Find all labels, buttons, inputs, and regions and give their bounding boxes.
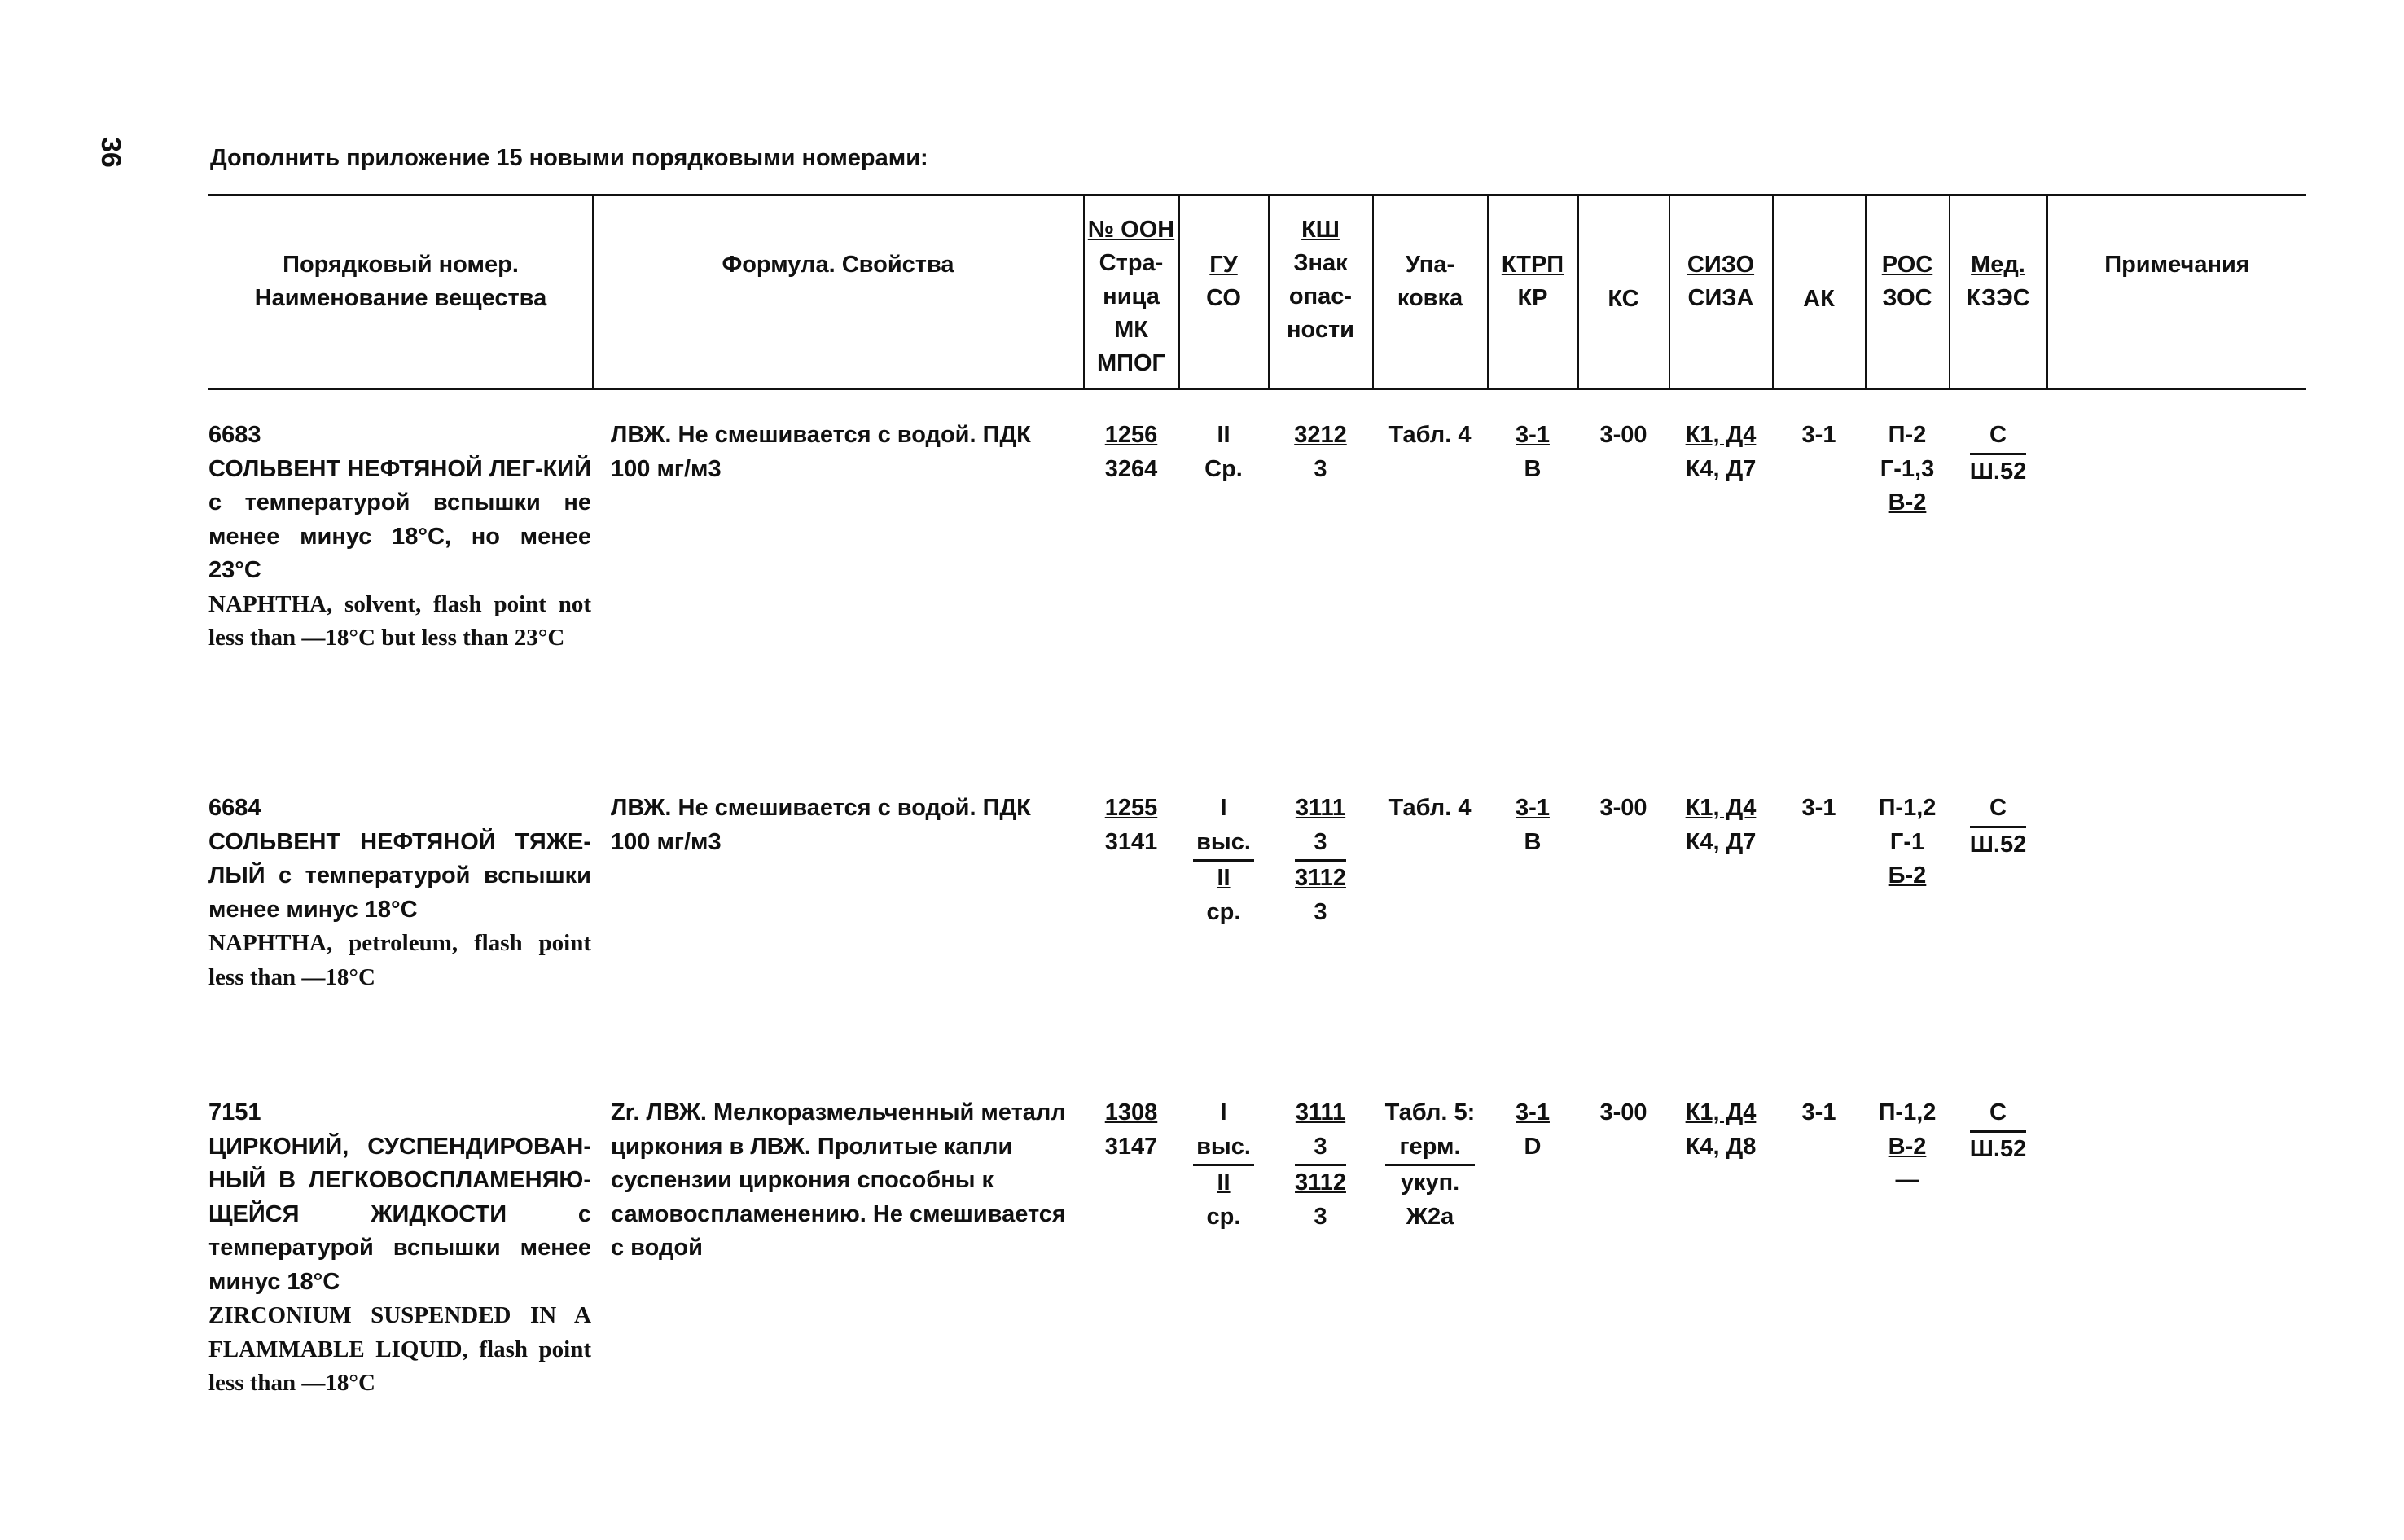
substance-name-ru: СОЛЬВЕНТ НЕФТЯНОЙ ЛЕГ-КИЙ с температурой вспышки не менее минус 18°С, но менее 23°С xyxy=(208,455,591,583)
gu-so: I выс. II ср. xyxy=(1180,792,1267,929)
header-ros: РОС ЗОС xyxy=(1881,252,1933,311)
substance-name-ru: СОЛЬВЕНТ НЕФТЯНОЙ ТЯЖЕ-ЛЫЙ с температурой вспышки менее минус 18°С xyxy=(208,828,591,923)
formula-properties: Zr. ЛВЖ. Мелкоразмельченный металл циркония в ЛВЖ. Пролитые капли суспензии циркония способны к самовоспламенению. Не смешивается с водой xyxy=(611,1099,1066,1261)
substance-name-en: NAPHTHA, solvent, flash point not less than —18°C but less than 23°C xyxy=(208,590,591,651)
ks: 3-00 xyxy=(1599,422,1647,448)
header-bottom-rule xyxy=(208,388,2306,390)
header-sizo: СИЗО СИЗА xyxy=(1687,252,1755,311)
un-number: 1255 3141 xyxy=(1104,795,1158,855)
header-formula: Формула. Свойства xyxy=(722,252,954,278)
ak: 3-1 xyxy=(1801,1099,1836,1125)
hazard-sign: 3212 3 xyxy=(1294,422,1347,482)
hazard-sign: 3111 3 3112 3 xyxy=(1295,795,1346,925)
gu-so: II Ср. xyxy=(1204,422,1243,482)
ros-zos: П-1,2 Г-1 Б-2 xyxy=(1878,795,1937,888)
packaging: Табл. 4 xyxy=(1388,422,1472,448)
gu-so: I выс. II ср. xyxy=(1180,1096,1267,1234)
table-row-name xyxy=(208,1096,591,1401)
row-number: 7151 xyxy=(208,1099,261,1125)
packaging: Табл. 5: герм. укуп. Ж2а xyxy=(1384,1099,1476,1230)
page-number: 36 xyxy=(95,137,126,168)
table-row-name xyxy=(208,792,591,994)
table-row-name xyxy=(208,419,591,656)
page-heading: Дополнить приложение 15 новыми порядковыми номерами: xyxy=(210,145,928,171)
ros-zos: П-2 Г-1,3 В-2 xyxy=(1880,422,1935,516)
hazard-sign: 3111 3 3112 3 xyxy=(1295,1099,1346,1230)
header-ak: АК xyxy=(1803,286,1835,312)
un-number: 1256 3264 xyxy=(1104,422,1158,482)
header-ksh: КШ Знак опас- ности xyxy=(1286,217,1354,343)
med-kzes: $\frac{С}{Ш.52}$ xyxy=(1950,419,2046,489)
col-divider xyxy=(592,195,594,389)
header-packaging: Упа- ковка xyxy=(1397,252,1463,311)
ks: 3-00 xyxy=(1599,1099,1647,1125)
header-med: Мед. КЗЭС xyxy=(1966,252,2030,311)
substance-name-en: NAPHTHA, petroleum, flash point less than —18°C xyxy=(208,930,591,990)
ktrp-kr: 3-1 В xyxy=(1516,422,1550,482)
formula-properties: ЛВЖ. Не смешивается с водой. ПДК 100 мг/м3 xyxy=(611,795,1031,855)
substance-name-ru: ЦИРКОНИЙ, СУСПЕНДИРОВАН-НЫЙ В ЛЕГКОВОСПЛАМЕНЯЮ-ЩЕЙСЯ ЖИДКОСТИ с температурой вспышки менее минус 18°С xyxy=(208,1133,591,1295)
sizo-siza: К1, Д4 К4, Д8 xyxy=(1685,1099,1757,1160)
sizo-siza: К1, Д4 К4, Д7 xyxy=(1685,795,1757,855)
header-ks: КС xyxy=(1608,286,1639,312)
ak: 3-1 xyxy=(1801,795,1836,821)
header-gu-so: ГУ СО xyxy=(1206,252,1241,311)
ktrp-kr: 3-1 D xyxy=(1516,1099,1550,1160)
ros-zos: П-1,2 В-2 — xyxy=(1878,1099,1937,1193)
ktrp-kr: 3-1 В xyxy=(1516,795,1550,855)
formula-properties: ЛВЖ. Не смешивается с водой. ПДК 100 мг/м3 xyxy=(611,422,1031,482)
ak: 3-1 xyxy=(1801,422,1836,448)
substance-name-en: ZIRCONIUM SUSPENDED IN A FLAMMABLE LIQUID, flash point less than —18°C xyxy=(208,1302,591,1396)
un-number: 1308 3147 xyxy=(1104,1099,1158,1160)
packaging: Табл. 4 xyxy=(1388,795,1472,821)
table-top-rule xyxy=(208,194,2306,196)
sizo-siza: К1, Д4 К4, Д7 xyxy=(1685,422,1757,482)
col-divider xyxy=(2046,195,2048,389)
header-ktrp: КТРП КР xyxy=(1501,252,1564,311)
header-un-number: № ООН Стра- ница МК МПОГ xyxy=(1087,217,1175,376)
header-number-name: Порядковый номер. Наименование вещества xyxy=(254,252,547,311)
med-kzes: $\frac{С}{Ш.52}$ xyxy=(1950,792,2046,862)
header-notes: Примечания xyxy=(2104,252,2250,278)
ks: 3-00 xyxy=(1599,795,1647,821)
row-number: 6684 xyxy=(208,795,261,821)
row-number: 6683 xyxy=(208,422,261,448)
med-kzes: $\frac{С}{Ш.52}$ xyxy=(1950,1096,2046,1166)
